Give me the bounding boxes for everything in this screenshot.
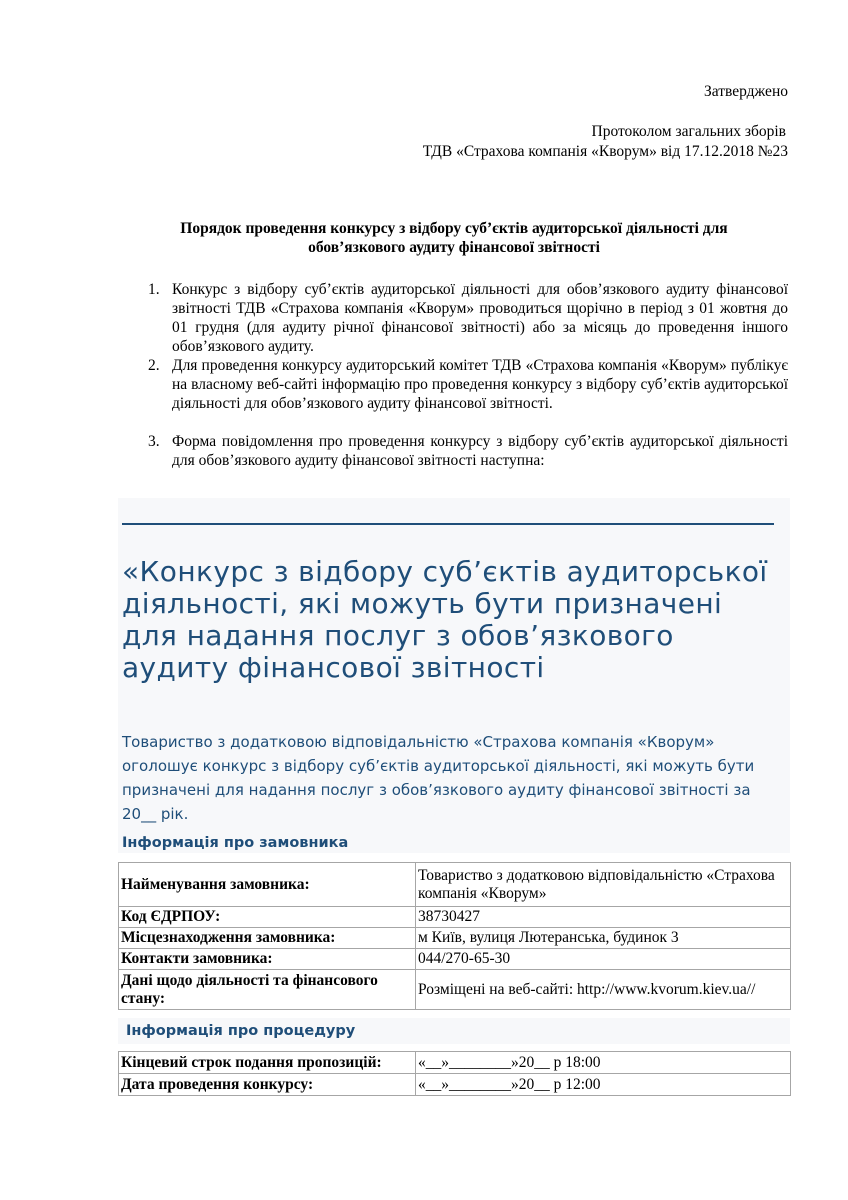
table-row: [119, 907, 791, 928]
row-key: Дата проведення конкурсу:: [119, 1074, 416, 1096]
protocol-line-1: Протоколом загальних зборів: [591, 123, 786, 140]
row-value: «__»________»20__ р 12:00: [416, 1074, 791, 1096]
list-item-text: Для проведення конкурсу аудиторський комітет ТДВ «Страхова компанія «Кворум» публікує на власному веб-сайті інформацію про проведення конкурсу з відбору суб’єктів аудиторської діяльності для обов’язкового аудиту фінансової звітності.: [172, 357, 788, 412]
row-value: Товариство з додатковою відповідальністю «Страхова компанія «Кворум»: [416, 863, 791, 907]
row-key: Контакти замовника:: [119, 949, 416, 970]
notice-text: Товариство з додатковою відповідальністю «Страхова компанія «Кворум» оголошує конкурс з відбору суб’єктів аудиторської діяльності, які можуть бути призначені для надання послуг з обов’язкового аудиту фінансової звітності за 20__ рік.: [122, 733, 755, 823]
procedure-info-heading: Інформація про процедуру: [126, 1023, 356, 1039]
customer-info-heading: Інформація про замовника: [122, 835, 349, 851]
row-value: Розміщені на веб-сайті: http://www.kvorum.kiev.ua//: [416, 970, 791, 1010]
row-key: Кінцевий строк подання пропозицій:: [119, 1052, 416, 1074]
customer-info-table: [118, 862, 791, 1010]
row-key: Код ЄДРПОУ:: [119, 907, 416, 928]
list-item: [120, 356, 788, 413]
document-title-line-1: Порядок проведення конкурсу з відбору суб’єктів аудиторської діяльності для: [180, 220, 728, 237]
title-divider: [122, 523, 774, 525]
list-item: [120, 432, 788, 470]
row-value: 38730427: [416, 907, 791, 928]
table-row: [119, 949, 791, 970]
row-value: «__»________»20__ р 18:00: [416, 1052, 791, 1074]
table-row: [119, 1052, 791, 1074]
list-item-number: 2.: [148, 357, 160, 374]
protocol-line-2: ТДВ «Страхова компанія «Кворум» від 17.12.2018 №23: [422, 143, 788, 160]
list-item-text: Конкурс з відбору суб’єктів аудиторської діяльності для обов’язкового аудиту фінансової звітності ТДВ «Страхова компанія «Кворум» проводиться щорічно в період з 01 жовтня до 01 грудня (для аудиту річної фінансової звітності) або за місяць до проведення іншого обов’язкового аудиту.: [172, 281, 788, 355]
notice-title: «Конкурс з відбору суб’єктів аудиторської діяльності, які можуть бути призначені для надання послуг з обов’язкового аудиту фінансової звітності: [122, 555, 768, 684]
row-key: Найменування замовника:: [119, 863, 416, 907]
list-item-number: 3.: [148, 433, 160, 450]
list-item: [120, 280, 788, 356]
table-row: [119, 863, 791, 907]
list-item-number: 1.: [148, 281, 160, 298]
row-value: м Київ, вулиця Лютеранська, будинок 3: [416, 928, 791, 949]
approved-label: Затверджено: [704, 83, 788, 100]
table-row: [119, 970, 791, 1010]
table-row: [119, 928, 791, 949]
document-title-line-2: обов’язкового аудиту фінансової звітності: [308, 239, 600, 256]
list-item-text: Форма повідомлення про проведення конкурсу з відбору суб’єктів аудиторської діяльності для обов’язкового аудиту фінансової звітності наступна:: [172, 433, 788, 469]
row-key: Дані щодо діяльності та фінансового стану:: [119, 970, 416, 1010]
procedure-info-table: [118, 1051, 791, 1096]
row-value: 044/270-65-30: [416, 949, 791, 970]
row-key: Місцезнаходження замовника:: [119, 928, 416, 949]
table-row: [119, 1074, 791, 1096]
procedure-list: [120, 280, 788, 470]
document-title: [120, 219, 788, 257]
